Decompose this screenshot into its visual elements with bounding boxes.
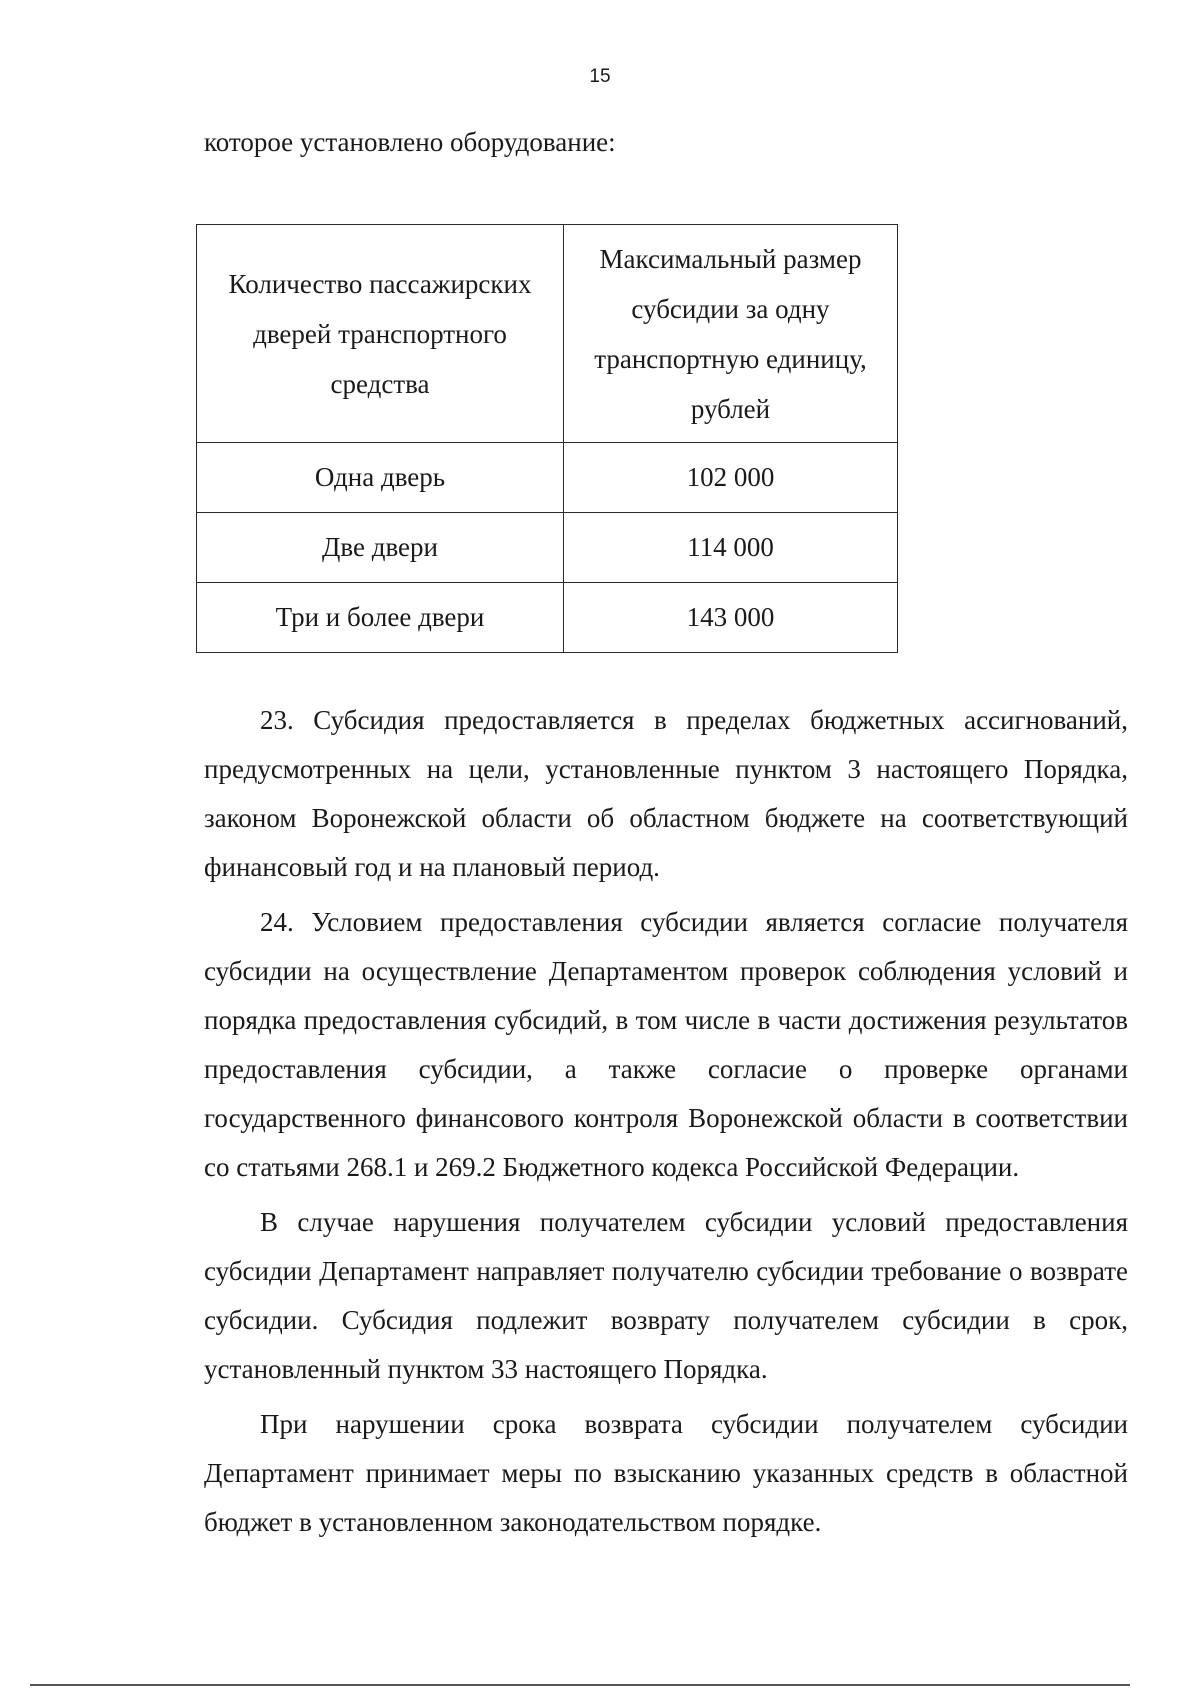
- cell-subsidy-amount: 143 000: [564, 583, 898, 653]
- table-row: [197, 583, 898, 653]
- table-row: [197, 513, 898, 583]
- paragraph-deadline-violation: При нарушении срока возврата субсидии получателем субсидии Департамент принимает меры по взысканию указанных средств в областной бюджет в установленном законодательством порядке.: [204, 1409, 1128, 1537]
- paragraph-23: 23. Субсидия предоставляется в пределах бюджетных ассигнований, предусмотренных на цели, установленные пунктом 3 настоящего Порядка, законом Воронежской области об областном бюджете на соответствующий финансовый год и на плановый период.: [204, 705, 1128, 882]
- intro-line: которое установлено оборудование:: [204, 127, 616, 157]
- paragraph-24: 24. Условием предоставления субсидии является согласие получателя субсидии на осуществление Департаментом проверок соблюдения условий и порядка предоставления субсидий, в том числе в части достижения результатов предоставления субсидии, а также согласие о проверке органами государственного финансового контроля Воронежской области в соответствии со статьями 268.1 и 269.2 Бюджетного кодекса Российской Федерации.: [204, 907, 1128, 1182]
- cell-door-count: Одна дверь: [197, 443, 564, 513]
- cell-door-count: Три и более двери: [197, 583, 564, 653]
- body-text: [204, 696, 1128, 1547]
- cell-subsidy-amount: 114 000: [564, 513, 898, 583]
- cell-subsidy-amount: 102 000: [564, 443, 898, 513]
- header-door-count: Количество пассажирских дверей транспортного средства: [197, 225, 564, 443]
- table-row: [197, 443, 898, 513]
- paragraph-violation: В случае нарушения получателем субсидии условий предоставления субсидии Департамент направляет получателю субсидии требование о возврате субсидии. Субсидия подлежит возврату получателем субсидии в срок, установленный пунктом 33 настоящего Порядка.: [204, 1207, 1128, 1384]
- cell-door-count: Две двери: [197, 513, 564, 583]
- subsidy-table: [196, 224, 898, 653]
- bottom-rule: [30, 1684, 1130, 1686]
- header-max-subsidy: Максимальный размер субсидии за одну транспортную единицу, рублей: [564, 225, 898, 443]
- page-number: 15: [589, 66, 611, 87]
- table-header-row: [197, 225, 898, 443]
